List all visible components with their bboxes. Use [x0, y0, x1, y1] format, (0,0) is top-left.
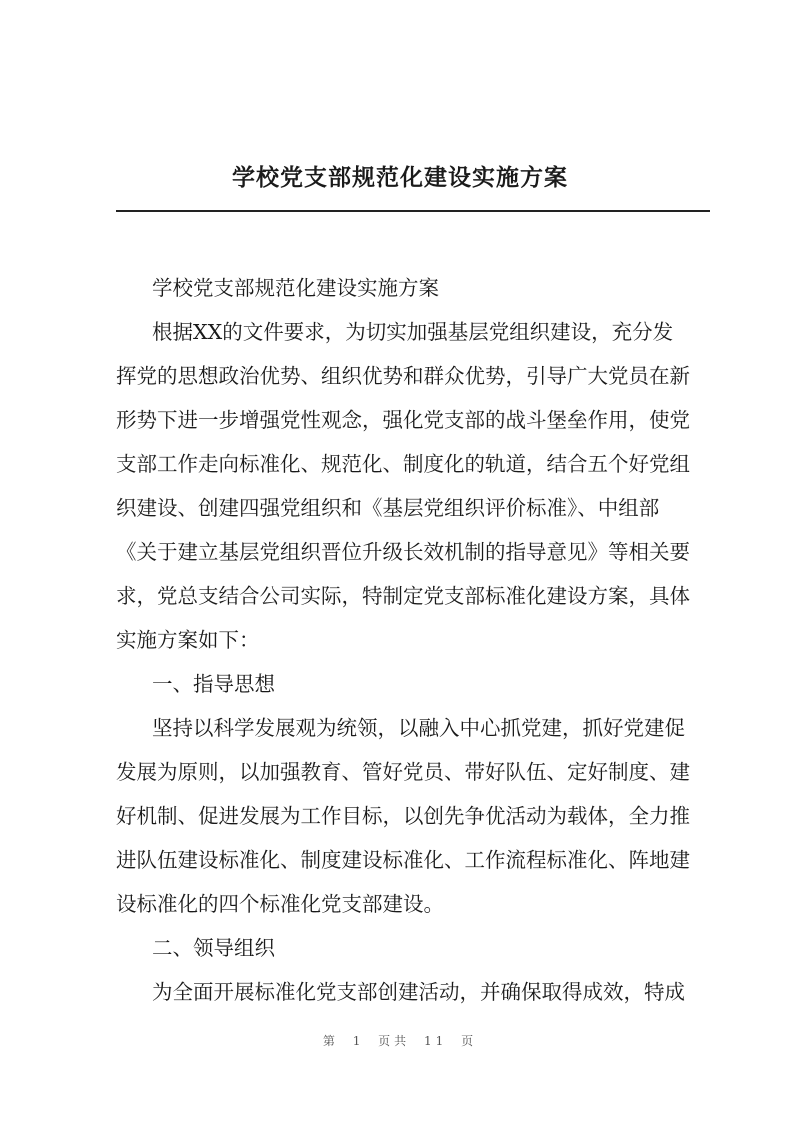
text-line: 求，党总支结合公司实际，特制定党支部标准化建设方案，具体 — [116, 584, 690, 608]
document-title: 学校党支部规范化建设实施方案 — [232, 164, 568, 191]
footer-page-middle: 页共 — [378, 1034, 411, 1048]
document-body — [116, 266, 712, 1014]
text-line: 织建设、创建四强党组织和《基层党组织评价标准》、中组部 — [116, 496, 660, 520]
text-line: 设标准化的四个标准化党支部建设。 — [116, 892, 444, 916]
text-line: 形势下进一步增强党性观念，强化党支部的战斗堡垒作用，使党 — [116, 408, 690, 432]
text-line: 坚持以科学发展观为统领，以融入中心抓党建，抓好党建促 — [152, 716, 685, 740]
text-line: 二、领导组织 — [152, 936, 275, 960]
text-line: 好机制、促进发展为工作目标，以创先争优活动为载体，全力推 — [116, 804, 690, 828]
text-line: 实施方案如下： — [116, 628, 260, 652]
text-line: 发展为原则，以加强教育、管好党员、带好队伍、定好制度、建 — [116, 760, 690, 784]
text-line: 挥党的思想政治优势、组织优势和群众优势，引导广大党员在新 — [116, 364, 690, 388]
text-line: 支部工作走向标准化、规范化、制度化的轨道，结合五个好党组 — [116, 452, 690, 476]
text-line: 为全面开展标准化党支部创建活动，并确保取得成效，特成 — [152, 980, 685, 1004]
footer-page-suffix: 页 — [461, 1034, 478, 1048]
text-line: 学校党支部规范化建设实施方案 — [152, 276, 439, 300]
text-line: 根据XX的文件要求，为切实加强基层党组织建设，充分发 — [152, 320, 674, 344]
text-line: 《关于建立基层党组织晋位升级长效机制的指导意见》等相关要 — [116, 540, 690, 564]
footer-page-prefix: 第 — [322, 1034, 339, 1048]
footer-page-number: 1 — [352, 1034, 365, 1048]
text-line: 一、指导思想 — [152, 672, 275, 696]
title-divider — [116, 210, 710, 212]
text-line: 进队伍建设标准化、制度建设标准化、工作流程标准化、阵地建 — [116, 848, 690, 872]
footer-total-pages: 11 — [424, 1034, 448, 1048]
page-footer — [0, 1032, 800, 1049]
